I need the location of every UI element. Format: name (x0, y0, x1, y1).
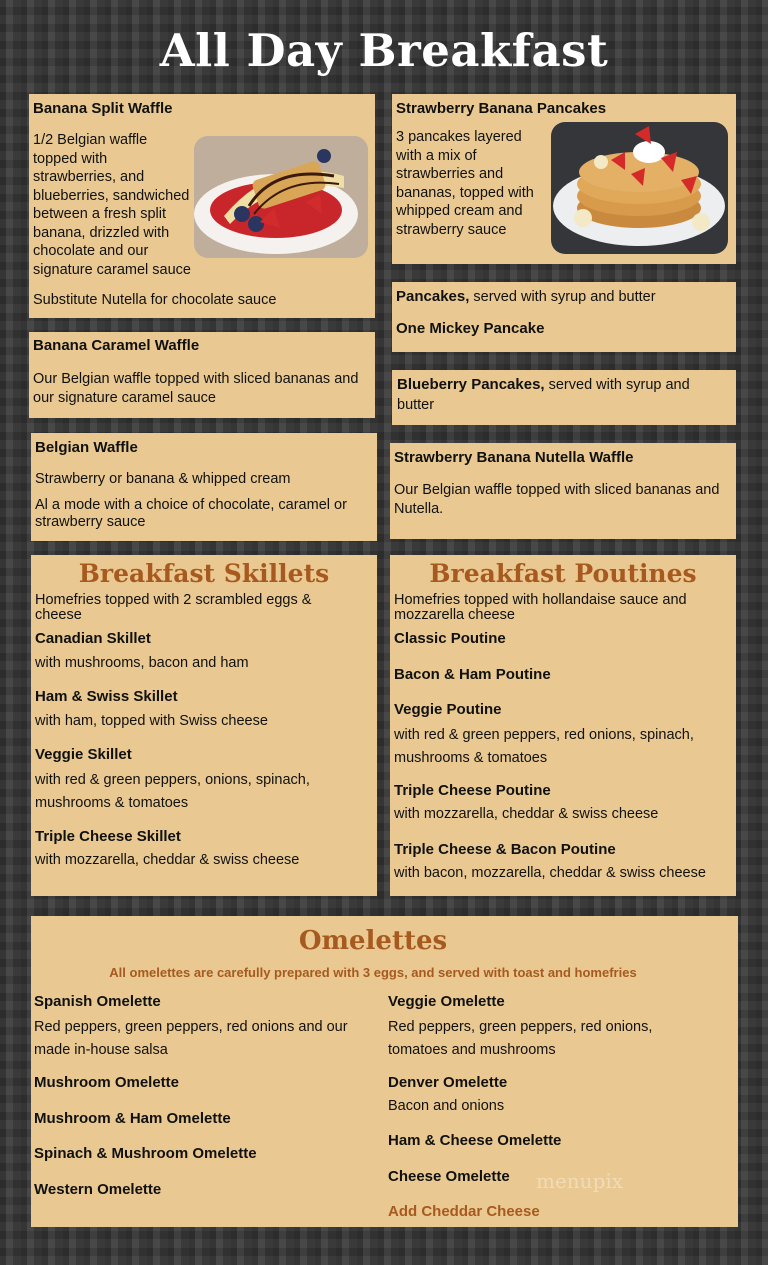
menu-item-name: Denver Omelette (388, 1074, 508, 1091)
menu-item-name: Cheese Omelette (388, 1168, 510, 1185)
item-name: Strawberry Banana Nutella Waffle (394, 449, 634, 466)
item-name: Belgian Waffle (35, 439, 138, 456)
item-extra: One Mickey Pancake (396, 320, 545, 337)
page-title: All Day Breakfast (159, 24, 609, 77)
menu-item-description: with red & green peppers, red onions, spinach, mushrooms & tomatoes (394, 727, 694, 766)
menu-item-description: Bacon and onions (388, 1098, 505, 1114)
section-title: Omelettes (298, 926, 448, 956)
menu-item-name: Triple Cheese & Bacon Poutine (394, 841, 616, 858)
item-name: Banana Caramel Waffle (33, 337, 200, 354)
menu-item-name: Veggie Omelette (388, 993, 505, 1010)
item-option: Strawberry or banana & whipped cream (35, 471, 291, 487)
menu-item-name: Canadian Skillet (35, 630, 151, 647)
banana-split-waffle-photo (194, 136, 368, 258)
breakfast-skillets-section (31, 555, 377, 896)
item-description: 1/2 Belgian waffle topped with strawberries, and blueberries, sandwiched between a fresh split banana, drizzled with chocolate and our signature caramel sauce (33, 132, 191, 278)
item-note: Substitute Nutella for chocolate sauce (33, 292, 277, 308)
breakfast-poutines-section (390, 555, 736, 896)
menu-item-name: Veggie Poutine (394, 701, 502, 718)
menu-item-name: Ham & Cheese Omelette (388, 1132, 562, 1149)
item-name: Banana Split Waffle (33, 100, 173, 117)
item-name: Pancakes, (396, 288, 470, 305)
banana-caramel-waffle-card (29, 332, 375, 418)
blueberry-pancakes-card (392, 370, 736, 425)
section-subtitle: Homefries topped with hollandaise sauce and mozzarella cheese (394, 592, 687, 623)
watermark: menupix (536, 1169, 624, 1193)
menu-item-name: Ham & Swiss Skillet (35, 688, 178, 705)
menu-item-description: with mozzarella, cheddar & swiss cheese (35, 852, 300, 868)
item-name: Blueberry Pancakes, (397, 376, 545, 393)
section-title: Breakfast Skillets (78, 559, 330, 588)
strawberry-banana-pancakes-photo (551, 122, 728, 254)
section-subtitle: Homefries topped with 2 scrambled eggs & cheese (35, 592, 312, 623)
banana-split-waffle-card (29, 94, 375, 318)
item-description: 3 pancakes layered with a mix of strawberries and bananas, topped with whipped cream and strawberry sauce (396, 129, 534, 238)
strawberry-banana-pancakes-card (392, 94, 736, 264)
item-description: Our Belgian waffle topped with sliced bananas and Nutella. (394, 482, 720, 517)
menu-item-name: Veggie Skillet (35, 746, 132, 763)
section-title: Breakfast Poutines (429, 559, 697, 588)
menu-item-name: Triple Cheese Poutine (394, 782, 551, 799)
item-name: Strawberry Banana Pancakes (396, 100, 607, 117)
menu-item-description: with mushrooms, bacon and ham (35, 655, 249, 671)
item-description: served with syrup and butter (469, 289, 656, 305)
belgian-waffle-card (31, 433, 377, 541)
item-description: served with syrup and butter (397, 377, 690, 413)
menu-item-name: Western Omelette (34, 1181, 162, 1198)
item-description: Our Belgian waffle topped with sliced bananas and our signature caramel sauce (33, 371, 359, 406)
menu-item-name: Bacon & Ham Poutine (394, 666, 551, 683)
menu-item-description: Red peppers, green peppers, red onions and our made in-house salsa (34, 1019, 348, 1058)
menu-item-description: with red & green peppers, onions, spinach, mushrooms & tomatoes (35, 772, 310, 811)
pancakes-card (392, 282, 736, 352)
menu-item-name: Spanish Omelette (34, 993, 161, 1010)
menu-item-name: Spinach & Mushroom Omelette (34, 1145, 257, 1162)
menu-item-description: with ham, topped with Swiss cheese (35, 713, 268, 729)
menu-item-description: Red peppers, green peppers, red onions, tomatoes and mushrooms (388, 1019, 653, 1058)
nutella-waffle-card (390, 443, 736, 539)
menu-item-name: Triple Cheese Skillet (35, 828, 181, 845)
menu-item-name: Classic Poutine (394, 630, 506, 647)
menu-item-description: with bacon, mozzarella, cheddar & swiss cheese (394, 865, 706, 881)
menu-item-name: Mushroom Omelette (34, 1074, 180, 1091)
addon-option: Add Cheddar Cheese (388, 1203, 540, 1220)
section-subtitle: All omelettes are carefully prepared with 3 eggs, and served with toast and homefries (109, 965, 637, 980)
item-option: Al a mode with a choice of chocolate, caramel or strawberry sauce (35, 497, 347, 530)
omelettes-section (31, 916, 738, 1227)
menu-item-description: with mozzarella, cheddar & swiss cheese (394, 806, 659, 822)
menu-item-name: Mushroom & Ham Omelette (34, 1110, 231, 1127)
